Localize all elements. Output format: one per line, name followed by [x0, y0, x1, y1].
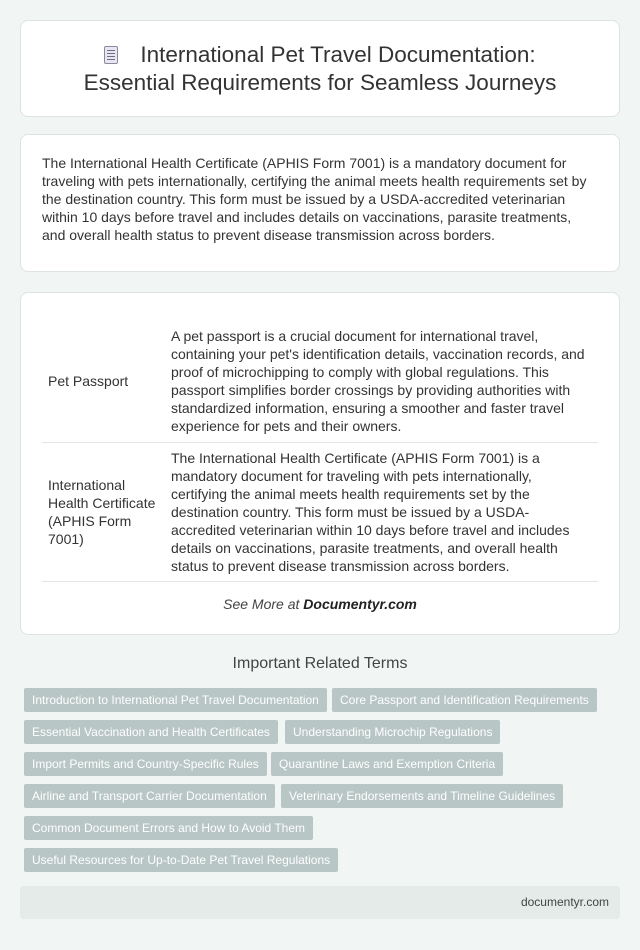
header-card [20, 20, 620, 117]
table-row [42, 442, 598, 581]
term-cell: Pet Passport [42, 321, 170, 442]
related-tag[interactable]: Essential Vaccination and Health Certificates [24, 720, 278, 744]
related-tag[interactable]: Useful Resources for Up-to-Date Pet Travel Regulations [24, 848, 338, 872]
footer [20, 886, 620, 919]
definitions-table [42, 321, 598, 582]
intro-card [20, 134, 620, 272]
see-more-text [21, 596, 619, 612]
definition-cell: The International Health Certificate (APHIS Form 7001) is a mandatory document for traveling with pets internationally, certifying the animal meets health requirements set by the destination country. This form must be issued by a USDA-accredited veterinarian within 10 days before travel and includes details on vaccinations, parasite treatments, and overall health status to prevent disease transmission across borders. [170, 442, 598, 581]
related-tag[interactable]: Understanding Microchip Regulations [285, 720, 500, 744]
definition-cell: A pet passport is a crucial document for international travel, containing your pet's identification details, vaccination records, and proof of microchipping to comply with global regulations. This passport simplifies border crossings by providing authorities with standardized information, ensuring a smoother and faster travel experience for pets and their owners. [170, 321, 598, 442]
page-title-line2: Essential Requirements for Seamless Journeys [83, 70, 557, 95]
related-terms-title: Important Related Terms [232, 655, 408, 672]
table-row [42, 321, 598, 442]
see-more-prefix: See More at [223, 596, 300, 612]
page-title [21, 41, 619, 97]
related-tag[interactable]: Introduction to International Pet Travel Documentation [24, 688, 327, 712]
related-tag[interactable]: Veterinary Endorsements and Timeline Guidelines [281, 784, 563, 808]
related-tag[interactable]: Airline and Transport Carrier Documentation [24, 784, 275, 808]
related-tag[interactable]: Common Document Errors and How to Avoid Them [24, 816, 313, 840]
related-tag[interactable]: Core Passport and Identification Requirements [332, 688, 597, 712]
document-icon [104, 46, 118, 64]
related-tag[interactable]: Quarantine Laws and Exemption Criteria [271, 752, 503, 776]
page-title-line1: International Pet Travel Documentation: [140, 42, 536, 67]
related-tag[interactable]: Import Permits and Country-Specific Rules [24, 752, 267, 776]
term-cell: International Health Certificate (APHIS Form 7001) [42, 442, 170, 581]
see-more-link[interactable]: Documentyr.com [303, 596, 417, 612]
definitions-card [20, 292, 620, 635]
footer-link[interactable]: documentyr.com [520, 895, 609, 909]
intro-text: The International Health Certificate (APHIS Form 7001) is a mandatory document for traveling with pets internationally, certifying the animal meets health requirements set by the destination country. This form must be issued by a USDA-accredited veterinarian within 10 days before travel and includes details on vaccinations, parasite treatments, and overall health status to prevent disease transmission across borders. [42, 155, 587, 243]
